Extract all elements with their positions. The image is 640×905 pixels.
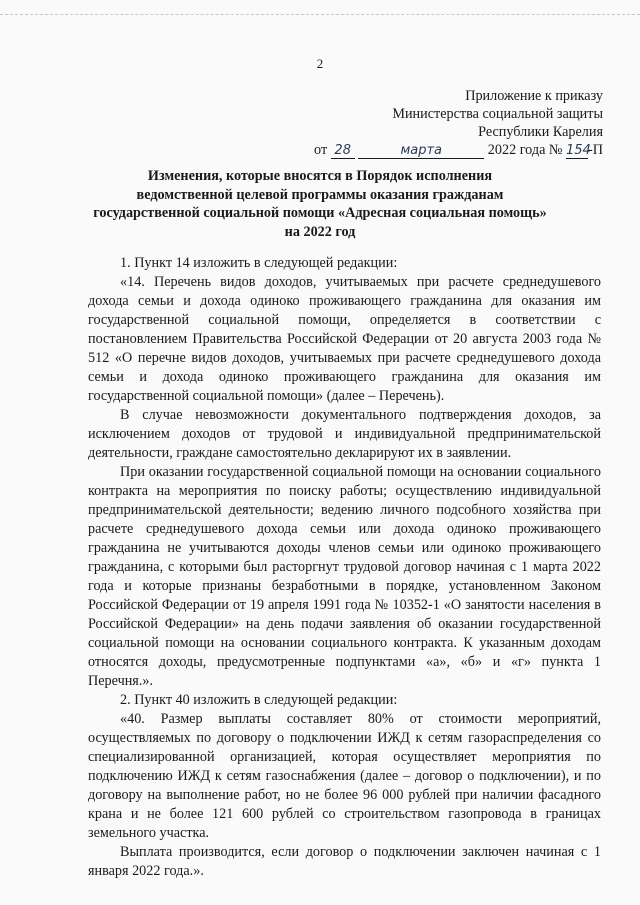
paragraph-income-declaration: В случае невозможности документального подтверждения доходов, за исключением доходов от трудовой и индивидуальной предпринимательской деятельности, граждане самостоятельно декларируют их в заявлении. xyxy=(88,407,601,461)
paragraph-item-2: 2. Пункт 40 изложить в следующей редакции: xyxy=(120,692,398,708)
paragraph-social-contract: При оказании государственной социальной помощи на основании социального контракта на мероприятия по поиску работы; осуществлению индивидуальной предпринимательской деятельности; ведению личного подсобного хозяйства при расчете среднедушевого дохода семьи или дохода одиноко проживающего гражданина не учитываются доходы членов семьи или одиноко проживающего гражданина, с которыми был расторгнут трудовой договор начиная с 1 марта 2022 года и которые признаны безработными в порядке, установленном Законом Российской Федерации от 19 апреля 1991 года № 10352-1 «О занятости населения в Российской Федерации» на день подачи заявления об оказании государственной социальной помощи на основании социального контракта. К указанным доходам относятся доходы, предусмотренные подпунктами «а», «б» и «г» пункта 1 Перечня.». xyxy=(88,464,601,689)
order-suffix: -П xyxy=(588,142,603,158)
title-line-4: на 2022 год xyxy=(284,223,356,240)
scan-top-edge xyxy=(0,14,640,15)
paragraph-clause-40: «40. Размер выплаты составляет 80% от стоимости мероприятий, осуществляемых по договору о подключении ИЖД к сетям газораспределения со специализированной организацией, которая осуществляет мероприятия по подключению ИЖД к сетям газоснабжения (далее – договор о подключении), и по договору на выполнение работ, но не более 96 000 рублей при наличии фасадного крана и не более 121 600 рублей со строительством газопровода в границах земельного участка. xyxy=(88,711,601,841)
paragraph-clause-14: «14. Перечень видов доходов, учитываемых при расчете среднедушевого дохода семьи и дохода одиноко проживающего гражданина для оказания им государственной социальной помощи, определяется в соответствии с постановлением Правительства Российской Федерации от 20 августа 2003 года № 512 «О перечне видов доходов, учитываемых при расчете среднедушевого дохода семьи и дохода одиноко проживающего гражданина для оказания им государственной социальной помощи» (далее – Перечень). xyxy=(88,274,601,404)
appendix-line-2: Министерства социальной защиты xyxy=(392,106,603,122)
title-line-3: государственной социальной помощи «Адресная социальная помощь» xyxy=(93,205,547,221)
title-line-1: Изменения, которые вносятся в Порядок исполнения xyxy=(147,168,493,184)
appendix-line-3: Республики Карелия xyxy=(478,124,603,140)
page-number: 2 xyxy=(316,56,324,71)
document-body xyxy=(88,254,601,881)
handwritten-month: марта xyxy=(358,144,484,159)
document-title xyxy=(60,167,580,241)
appendix-line-1: Приложение к приказу xyxy=(465,88,603,104)
order-from: от xyxy=(314,142,328,158)
title-line-2: ведомственной целевой программы оказания гражданам xyxy=(136,186,504,203)
paragraph-item-1: 1. Пункт 14 изложить в следующей редакции: xyxy=(120,255,398,271)
appendix-block xyxy=(314,87,603,159)
handwritten-day: 28 xyxy=(331,144,355,159)
paragraph-payment-condition: Выплата производится, если договор о подключении заключен начиная с 1 января 2022 года.». xyxy=(88,844,601,879)
handwritten-order-number: 154 xyxy=(566,143,591,158)
order-year: 2022 года № xyxy=(487,142,563,158)
order-date-line xyxy=(314,141,603,159)
